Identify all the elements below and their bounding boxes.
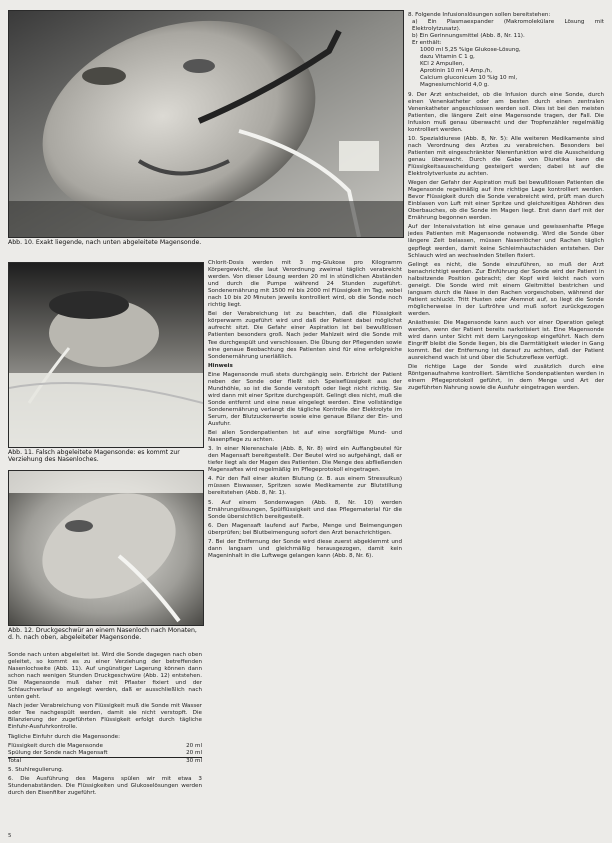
table-cell-value: 20 ml: [186, 749, 202, 756]
list-item: 5. Stuhlregulierung.: [8, 766, 64, 773]
figure-10-caption: Abb. 10. Exakt liegende, nach unten abgeleitete Magensonde.: [8, 239, 202, 246]
list-item: 8. Folgende Infusionslösungen sollen bereitstehen: a) Ein Plasmaexpander (Makromolekülare Lösung mit Elektrolytzusatz). b) Ein Gerinnungsmittel (Abb. 8, Nr. 11). Er enthält: 1000 ml 5,25 %ige Glukose-Lösung, dazu Vitamin C 1 g, KCl 2 Ampullen, Aprotinin 10 ml 4 Amp./h, Calcium gluconicum 10 %ig 10 ml, Magnesiumchlorid 4,0 g.: [408, 12, 604, 89]
sublist-item: 1000 ml 5,25 %ige Glukose-Lösung,: [420, 47, 521, 54]
right-paragraph: Gelingt es nicht, die Sonde einzuführen, so muß der Arzt benachrichtigt werden. Zur Einführung der Sonde wird der Patient in halbsitzende Position gebracht; der Kopf wird leicht nach vorn geneigt. Die Sonde wird mit einem Gleitmittel bestrichen und langsam durch die Nase in den Rachen vorgeschoben, während der Patient schluckt. Tritt Husten oder Atemnot auf, so liegt die Sonde möglicherweise in der Luftröhre und muß sofort zurückgezogen werden.: [408, 261, 604, 317]
right-paragraph: Die richtige Lage der Sonde wird zusätzlich durch eine Röntgenaufnahme kontrolliert. Sämtliche Sondenpatienten werden in einem Pflegeprotokoll geführt, in dem Menge und Art der zugeführten Nahrung sowie die Ausfuhr eingetragen werden.: [408, 364, 604, 392]
list-item: 7. Bei der Entfernung der Sonde wird diese zuerst abgeklemmt und dann langsam und gleichmäßig herausgezogen, damit kein Mageninhalt in die Luftwege gelangen kann (Abb. 8, Nr. 6).: [208, 538, 402, 559]
sublist-item: Aprotinin 10 ml 4 Amp./h,: [420, 68, 492, 75]
list-item: 10. Spezialdiurese (Abb. 8, Nr. 5): Alle weiteren Medikamente sind nach Verordnung des Arztes zu verabreichen. Besonders bei Patienten mit eingeschränkter Nierenfunktion wird die Ausscheidung genau überwacht. Durch die Gabe von Diuretika kann die Flüssigkeitsausscheidung gesteigert werden; dabei ist auf die Elektrolytverluste zu achten.: [408, 135, 604, 178]
middle-paragraph: Bei allen Sondenpatienten ist auf eine sorgfältige Mund- und Nasenpflege zu achten.: [208, 430, 402, 444]
figure-10-image: [9, 11, 403, 237]
left-paragraph: Sonde nach unten abgeleitet ist. Wird die Sonde dagegen nach oben geleitet, so kommt es zu einer Verziehung der betreffenden Nasenlochseite (Abb. 11). Auf ungünstiger Lagerung können dann schon nach wenigen Stunden Druckgeschwüre (Abb. 12) entstehen. Die Magensonde muß daher mit Pflaster fixiert und der Schlauchverlauf so angelegt werden, daß er ausschließlich nach unten geht.: [8, 652, 202, 701]
section-heading: Hinweis: [208, 362, 233, 369]
right-paragraph: Wegen der Gefahr der Aspiration muß bei bewußtlosen Patienten die Magensonde regelmäßig auf ihre richtige Lage kontrolliert werden. Bevor Flüssigkeit durch die Sonde verabreicht wird, prüft man durch Einblasen von Luft mit einer Spritze und gleichzeitiges Abhören des Oberbauches, ob die Sonde im Magen liegt. Erst dann darf mit der Ernährung begonnen werden.: [408, 180, 604, 222]
fluid-table: [8, 743, 202, 765]
list-item: 3. In einer Nierenschale (Abb. 8, Nr. 8) wird ein Auffangbeutel für den Magensaft bereitgestellt. Der Beutel wird so aufgehängt, daß er tiefer liegt als der Magen des Patienten. Die Menge des abfließenden Magensaftes wird regelmäßig im Pflegeprotokoll eingetragen.: [208, 446, 402, 474]
sublist-item: b) Ein Gerinnungsmittel (Abb. 8, Nr. 11).: [412, 33, 525, 40]
figure-11-image: [9, 263, 203, 447]
list-item: 6. Die Ausführung des Magens spülen wir mit etwa 3 Stundenabständen. Die Flüssigkeiten und Glukoselösungen werden durch den Eisenfilter zugeführt.: [8, 775, 202, 796]
figure-12-image: [9, 471, 203, 625]
table-row: [8, 750, 202, 758]
table-row: [8, 743, 202, 750]
sublist-item: KCl 2 Ampullen,: [420, 61, 465, 68]
left-table-intro: Tägliche Einfuhr durch die Magensonde:: [8, 733, 121, 740]
table-cell-value: 20 ml: [186, 742, 202, 749]
sublist-item: dazu Vitamin C 1 g,: [420, 54, 475, 61]
table-cell-label: Spülung der Sonde nach Magensaft: [8, 749, 108, 756]
middle-numbered-list: [208, 446, 402, 560]
list-item: 4. Für den Fall einer akuten Blutung (z. B. aus einem Stressulkus) müssen Eiswasser, Spritzen sowie Medikamente zur Blutstillung bereitstehen (Abb. 8, Nr. 1).: [208, 476, 402, 497]
figure-11-photo: [8, 262, 204, 448]
right-text-column: [408, 12, 604, 836]
figure-11-caption: Abb. 11. Falsch abgeleitete Magensonde: es kommt zur Verziehung des Nasenloches.: [8, 449, 180, 464]
page-number: 5: [8, 833, 12, 839]
left-text-column: [8, 652, 202, 836]
list-item: 6. Den Magensaft laufend auf Farbe, Menge und Beimengungen überprüfen; bei Blutbeimengung sofort den Arzt benachrichtigen.: [208, 522, 402, 536]
sublist-item: Er enthält:: [412, 40, 442, 47]
right-numbered-list: [408, 12, 604, 178]
figure-12-photo: [8, 470, 204, 626]
middle-text-column: [208, 260, 402, 836]
table-total-row: [8, 757, 202, 765]
list-item: 5. Auf einem Sondenwagen (Abb. 8, Nr. 10) werden Ernährungslösungen, Spülflüssigkeit und das Pflegematerial für die Sonde übersichtlich bereitgestellt.: [208, 499, 402, 520]
right-paragraph: Auf der Intensivstation ist eine genaue und gewissenhafte Pflege jedes Patienten mit Magensonde notwendig. Wird die Sonde über längere Zeit belassen, müssen Nasenlöcher und Rachen täglich gepflegt werden, damit keine Schleimhautschäden entstehen. Der Schlauch wird an wechselnden Stellen fixiert.: [408, 224, 604, 259]
middle-paragraph: Bei der Verabreichung ist zu beachten, daß die Flüssigkeit körperwarm zugeführt wird und daß der Patient dabei möglichst aufrecht sitzt. Die Gefahr einer Aspiration ist bei bewußtlosen Patienten besonders groß. Nach jeder Mahlzeit wird die Sonde mit Tee durchgespült und verschlossen. Die Übung der Pflegenden sowie eine genaue Beobachtung des Patienten sind für eine erfolgreiche Sondenernährung unerläßlich.: [208, 311, 402, 360]
solution-sublist: [408, 19, 604, 89]
figure-10-photo: [8, 10, 404, 238]
sublist-item: Calcium gluconicum 10 %ig 10 ml,: [420, 75, 518, 82]
table-total-label: Total: [8, 757, 175, 765]
right-paragraph: Anästhesie: Die Magensonde kann auch vor einer Operation gelegt werden, wenn der Patient bereits narkotisiert ist. Eine Magensonde wird dann unter Sicht mit dem Laryngoskop eingeführt. Nach dem Eingriff bleibt die Sonde liegen, bis die Darmtätigkeit wieder in Gang kommt. Bei der Entfernung ist darauf zu achten, daß der Patient ausreichend wach ist und über die Schutzreflexe verfügt.: [408, 319, 604, 362]
middle-paragraph: Eine Magensonde muß stets durchgängig sein. Erbricht der Patient neben der Sonde oder fließt sich Speiseflüssigkeit aus der Mundhöhle, so ist die Sonde verstopft oder liegt nicht richtig. Sie wird dann mit einer Spritze durchgespült. Gelingt dies nicht, muß die Sonde entfernt und eine neue eingelegt werden. Eine vollständige Sondenernährung verlangt die tägliche Kontrolle der Elektrolyte im Serum, der Blutzuckerwerte sowie eine genaue Bilanz der Ein- und Ausfuhr.: [208, 371, 402, 428]
figure-12-caption: Abb. 12. Druckgeschwür an einem Nasenloch nach Monaten, d. h. nach oben, abgeleiteter Magensonde.: [8, 627, 197, 642]
middle-paragraph: Chlorit-Dosis werden mit 3 mg-Glukose pro Kilogramm Körpergewicht, die laut Verordnung zweimal täglich verabreicht werden. Von dieser Lösung werden 20 ml in stündlichen Abständen und durch die Pumpe während 24 Stunden zugeführt. Sondenernährung mit 1500 ml bis 2000 ml Flüssigkeit im Tag, wobei nach 10 bis 20 Minuten jeweils kontrolliert wird, ob die Sonde noch richtig liegt.: [208, 260, 402, 309]
table-total-value: 30 ml: [175, 757, 202, 765]
left-paragraph: Nach jeder Verabreichung von Flüssigkeit muß die Sonde mit Wasser oder Tee nachgespült werden, damit sie nicht verstopft. Die Bilanzierung der zugeführten Flüssigkeit erfolgt durch tägliche Einfuhr-Ausfuhrkontrolle.: [8, 703, 202, 731]
sublist-item: Magnesiumchlorid 4,0 g.: [420, 82, 490, 89]
list-item: 9. Der Arzt entscheidet, ob die Infusion durch eine Sonde, durch einen Venenkatheter oder am besten durch einen zentralen Venenkatheter angeschlossen werden soll. Dies ist bei den meisten Patienten, die längere Zeit eine Magensonde tragen, der Fall. Die Infusion muß genau überwacht und der Tropfenzähler regelmäßig kontrolliert werden.: [408, 91, 604, 133]
table-cell-label: Flüssigkeit durch die Magensonde: [8, 742, 103, 749]
sublist-item: a) Ein Plasmaexpander (Makromolekülare Lösung mit Elektrolytzusatz).: [412, 19, 604, 33]
